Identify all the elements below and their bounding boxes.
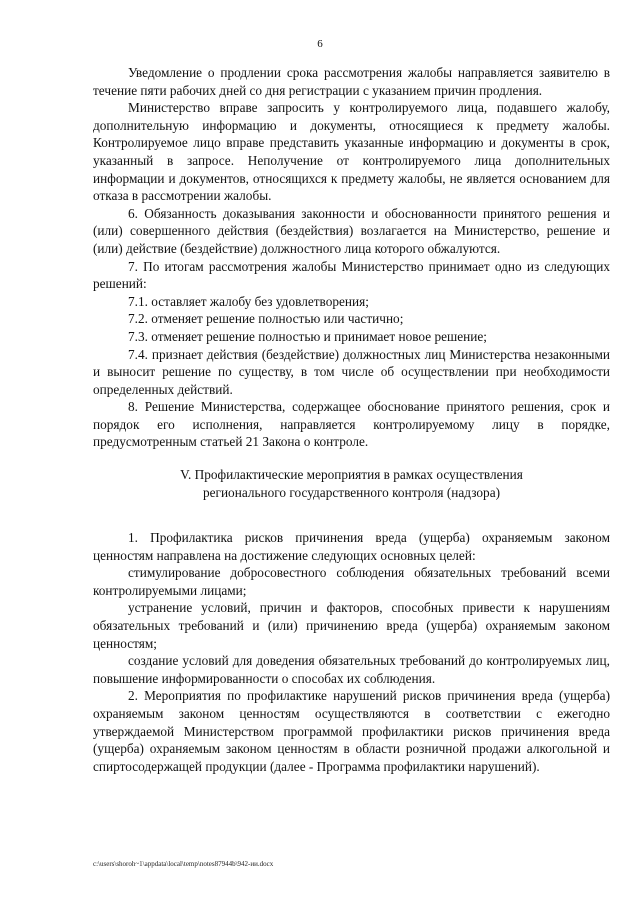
- document-body: [93, 64, 610, 775]
- list-item: 7.2. отменяет решение полностью или частично;: [128, 311, 404, 327]
- list-item: создание условий для доведения обязательных требований до контролируемых лиц, повышение информированности о способах их соблюдения.: [93, 653, 610, 686]
- file-path-footer: c:\users\shoroh~1\appdata\local\temp\notes87944b\942-ии.docx: [93, 860, 274, 868]
- paragraph: 7. По итогам рассмотрения жалобы Министерство принимает одно из следующих решений:: [93, 258, 610, 292]
- list-item: 7.1. оставляет жалобу без удовлетворения;: [128, 293, 369, 309]
- section-heading-line: V. Профилактические мероприятия в рамках осуществления: [180, 467, 523, 483]
- paragraph: 1. Профилактика рисков причинения вреда (ущерба) охраняемым законом ценностям направлена на достижение следующих основных целей:: [93, 530, 610, 563]
- paragraph: 6. Обязанность доказывания законности и обоснованности принятого решения и (или) совершенного действия (бездействия) возлагается на Министерство, решение и (или) действие (бездействие) должностного лица которого обжалуются.: [93, 205, 610, 256]
- paragraph: 8. Решение Министерства, содержащее обоснование принятого решения, срок и порядок его исполнения, направляется контролируемому лицу в порядке, предусмотренным статьей 21 Закона о контроле.: [93, 399, 610, 450]
- list-item: 7.3. отменяет решение полностью и принимает новое решение;: [128, 328, 487, 344]
- paragraph: Уведомление о продлении срока рассмотрения жалобы направляется заявителю в течение пяти рабочих дней со дня регистрации с указанием причин продления.: [93, 65, 610, 98]
- section-heading: [93, 466, 610, 502]
- section-heading-line: регионального государственного контроля (надзора): [202, 485, 501, 501]
- paragraph: 2. Мероприятия по профилактике нарушений рисков причинения вреда (ущерба) охраняемым законом ценностям осуществляются в соответствии с ежегодно утверждаемой Министерством программой профилактики рисков причинения вреда (ущерба) охраняемым законом ценностям в области розничной продажи алкогольной и спиртосодержащей продукции (далее - Программа профилактики нарушений).: [93, 688, 610, 774]
- list-item: стимулирование добросовестного соблюдения обязательных требований всеми контролируемыми лицами;: [93, 565, 610, 598]
- page-number: 6: [317, 38, 323, 50]
- list-item: 7.4. признает действия (бездействие) должностных лиц Министерства незаконными и выносит решение по существу, в том числе об осуществлении при необходимости определенных действий.: [93, 346, 610, 397]
- paragraph: Министерство вправе запросить у контролируемого лица, подавшего жалобу, дополнительную информацию и документы, относящиеся к предмету жалобы. Контролируемое лицо вправе представить указанные информацию и документы в срок, указанный в запросе. Неполучение от контролируемого лица дополнительных информации и документов, относящихся к предмету жалобы, не является основанием для отказа в рассмотрении жалобы.: [93, 100, 610, 204]
- list-item: устранение условий, причин и факторов, способных привести к нарушениям обязательных требований и (или) причинению вреда (ущерба) охраняемым законом ценностям;: [93, 600, 610, 651]
